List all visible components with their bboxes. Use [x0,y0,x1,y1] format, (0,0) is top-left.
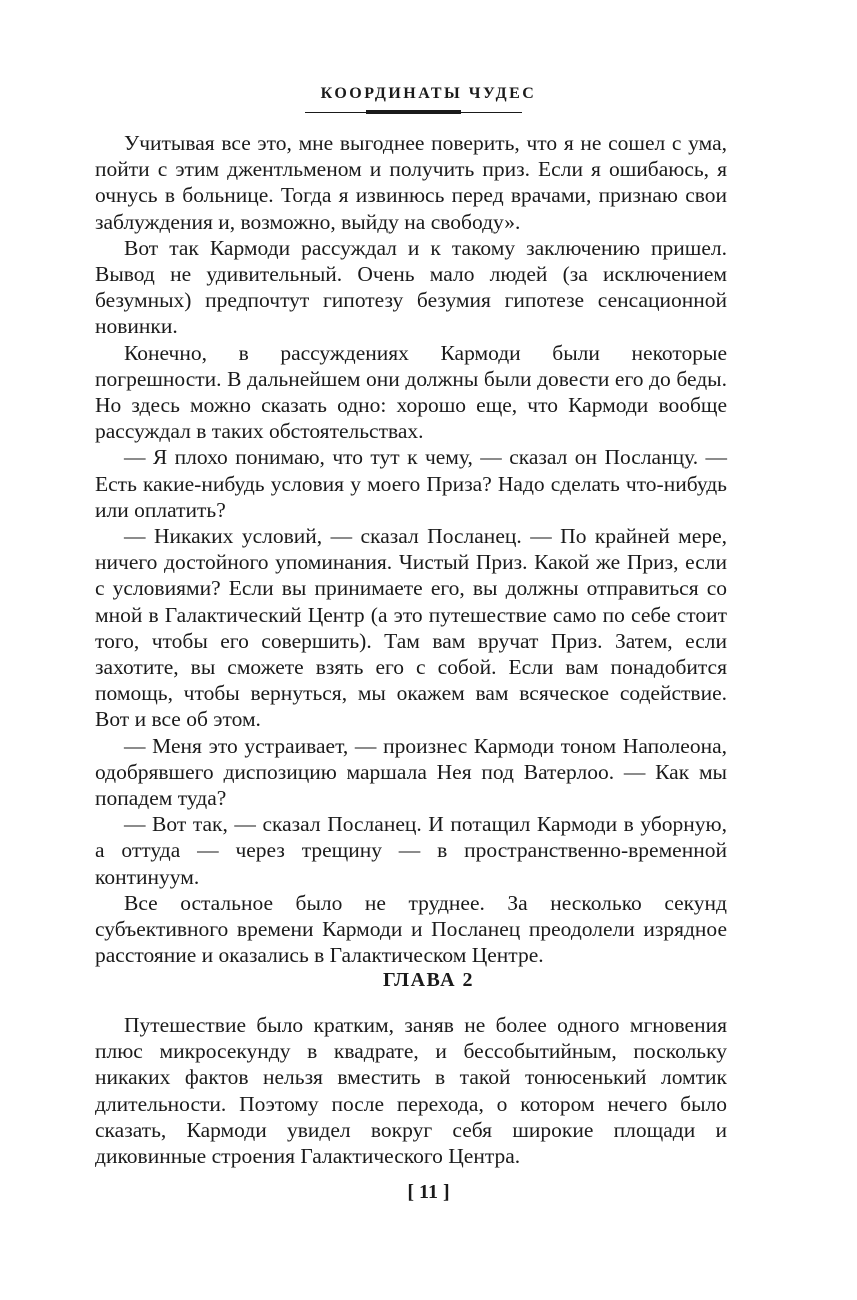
paragraph: — Меня это устраивает, — произнес Кармоди тоном Наполеона, одобрявшего диспозицию маршала Нея под Ватерлоо. — Как мы попадем туда? [95,733,727,811]
paragraph: Вот так Кармоди рассуждал и к такому заключению пришел. Вывод не удивительный. Очень мало людей (за исключением безумных) предпочтут гипотезу безумия гипотезе сенсационной новинки. [95,235,727,339]
chapter-heading: ГЛАВА 2 [382,969,475,991]
paragraph: Все остальное было не труднее. За несколько секунд субъективного времени Кармоди и Посланец преодолели изрядное расстояние и оказались в Галактическом Центре. [95,890,727,968]
paragraph: Конечно, в рассуждениях Кармоди были некоторые погрешности. В дальнейшем они должны были довести его до беды. Но здесь можно сказать одно: хорошо еще, что Кармоди вообще рассуждал в таких обстоятельствах. [95,340,727,444]
body-text-section-one [95,130,727,969]
paragraph: Путешествие было кратким, заняв не более одного мгновения плюс микросекунду в квадрате, и бессобытийным, поскольку никаких фактов нельзя вместить в такой тонюсенький ломтик длительности. Поэтому после перехода, о котором нечего было сказать, Кармоди увидел вокруг себя широкие площади и диковинные строения Галактического Центра. [95,1013,727,1169]
running-header: КООРДИНАТЫ ЧУДЕС [320,85,537,102]
page-number: [ 11 ] [407,1181,450,1203]
paragraph: — Никаких условий, — сказал Посланец. — По крайней мере, ничего достойного упоминания. Чистый Приз. Какой же Приз, если с условиями? Если вы принимаете его, вы должны отправиться со мной в Галактический Центр (а это путешествие само по себе стоит того, чтобы его совершить). Там вам вручат Приз. Затем, если захотите, вы сможете взять его с собой. Если вам понадобится помощь, чтобы вернуться, мы окажем вам всяческое содействие. Вот и все об этом. [95,524,727,732]
paragraph: — Вот так, — сказал Посланец. И потащил Кармоди в уборную, а оттуда — через трещину — в пространственно-временной континуум. [95,812,727,889]
paragraph: — Я плохо понимаю, что тут к чему, — сказал он Посланцу. — Есть какие-нибудь условия у моего Приза? Надо сделать что-нибудь или оплатить? [95,445,727,522]
header-divider-accent [366,110,461,114]
body-text-section-two [95,1012,727,1169]
paragraph: Учитывая все это, мне выгоднее поверить, что я не сошел с ума, пойти с этим джентльменом и получить приз. Если я ошибаюсь, я очнусь в больнице. Тогда я извинюсь перед врачами, признаю свои заблуждения и, возможно, выйду на свободу». [95,131,727,234]
